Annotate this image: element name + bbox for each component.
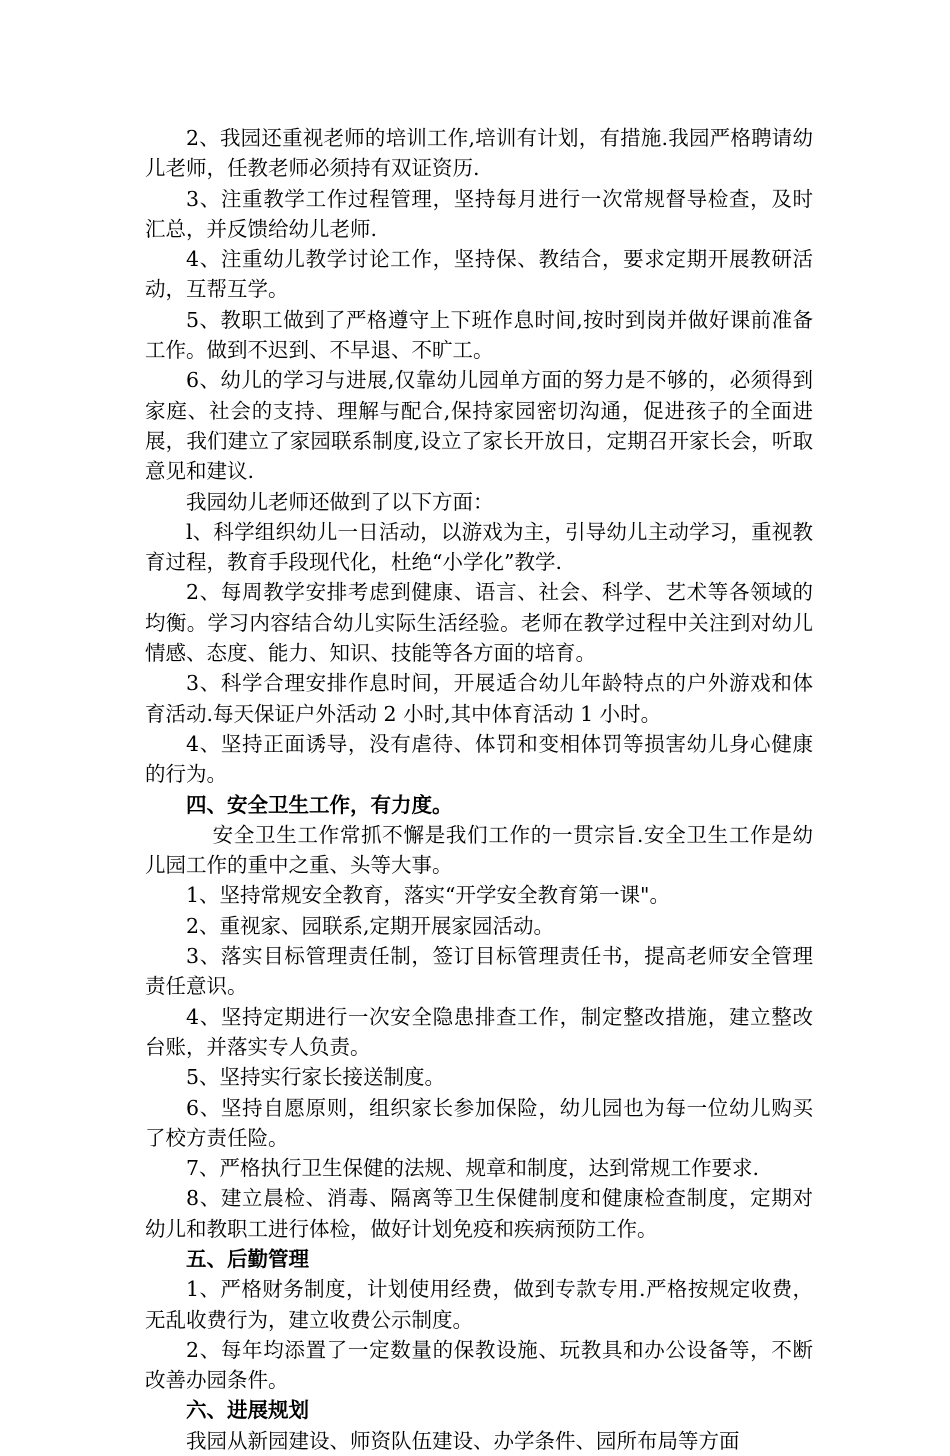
paragraph-item: 4、注重幼儿教学讨论工作，坚持保、教结合，要求定期开展教研活动，互帮互学。 — [145, 247, 813, 302]
paragraph-item: 5、教职工做到了严格遵守上下班作息时间,按时到岗并做好课前准备工作。做到不迟到、不早退、不旷工。 — [145, 307, 813, 363]
paragraph-item: 6、幼儿的学习与进展,仅靠幼儿园单方面的努力是不够的，必须得到家庭、社会的支持、理解与配合,保持家园密切沟通，促进孩子的全面进展，我们建立了家园联系制度,设立了家长开放日，定期召开家长会，听取意见和建议. — [145, 368, 813, 484]
paragraph-item: l、科学组织幼儿一日活动，以游戏为主，引导幼儿主动学习，重视教育过程，教育手段现代化，杜绝“小学化”教学. — [145, 519, 813, 575]
paragraph-item: 4、坚持正面诱导，没有虐待、体罚和变相体罚等损害幼儿身心健康的行为。 — [145, 731, 813, 787]
paragraph-item: 2、重视家、园联系,定期开展家园活动。 — [186, 913, 555, 938]
paragraph-item: 3、科学合理安排作息时间，开展适合幼儿年龄特点的户外游戏和体育活动.每天保证户外活动 2 小时,其中体育活动 1 小时。 — [145, 671, 813, 726]
paragraph-item: 3、落实目标管理责任制，签订目标管理责任书，提高老师安全管理责任意识。 — [145, 944, 813, 999]
section-heading-logistics: 五、后勤管理 — [186, 1246, 309, 1271]
paragraph-item: 安全卫生工作常抓不懈是我们工作的一贯宗旨.安全卫生工作是幼儿园工作的重中之重、头等大事。 — [145, 822, 813, 878]
paragraph-item: 8、建立晨检、消毒、隔离等卫生保健制度和健康检查制度，定期对幼儿和教职工进行体检，做好计划免疫和疾病预防工作。 — [145, 1186, 813, 1241]
paragraph-item: 我园从新园建设、师资队伍建设、办学条件、园所布局等方面 — [186, 1428, 740, 1453]
paragraph-item: 7、严格执行卫生保健的法规、规章和制度，达到常规工作要求. — [186, 1156, 760, 1181]
paragraph-item: 1、严格财务制度，计划使用经费，做到专款专用.严格按规定收费，无乱收费行为，建立收费公示制度。 — [145, 1277, 813, 1332]
paragraph-item: 3、注重教学工作过程管理，坚持每月进行一次常规督导检查，及时汇总，并反馈给幼儿老师. — [145, 186, 813, 241]
section-heading-planning: 六、进展规划 — [186, 1398, 309, 1423]
section-heading-safety: 四、安全卫生工作，有力度。 — [186, 792, 453, 817]
paragraph-item: 4、坚持定期进行一次安全隐患排查工作，制定整改措施，建立整改台账，并落实专人负责。 — [145, 1004, 813, 1059]
paragraph-item: 2、我园还重视老师的培训工作,培训有计划，有措施.我园严格聘请幼儿老师，任教老师必须持有双证资历. — [145, 126, 813, 181]
paragraph-item: 6、坚持自愿原则，组织家长参加保险，幼儿园也为每一位幼儿购买了校方责任险。 — [145, 1095, 813, 1150]
document-body — [145, 123, 813, 1456]
paragraph-item: 2、每周教学安排考虑到健康、语言、社会、科学、艺术等各领域的均衡。学习内容结合幼儿实际生活经验。老师在教学过程中关注到对幼儿情感、态度、能力、知识、技能等各方面的培育。 — [145, 580, 813, 666]
paragraph-item: 2、每年均添置了一定数量的保教设施、玩教具和办公设备等，不断改善办园条件。 — [145, 1337, 813, 1393]
paragraph-item: 1、坚持常规安全教育，落实“开学安全教育第一课"。 — [186, 883, 670, 908]
paragraph-item: 5、坚持实行家长接送制度。 — [186, 1065, 446, 1090]
paragraph-item: 我园幼儿老师还做到了以下方面： — [186, 489, 494, 514]
